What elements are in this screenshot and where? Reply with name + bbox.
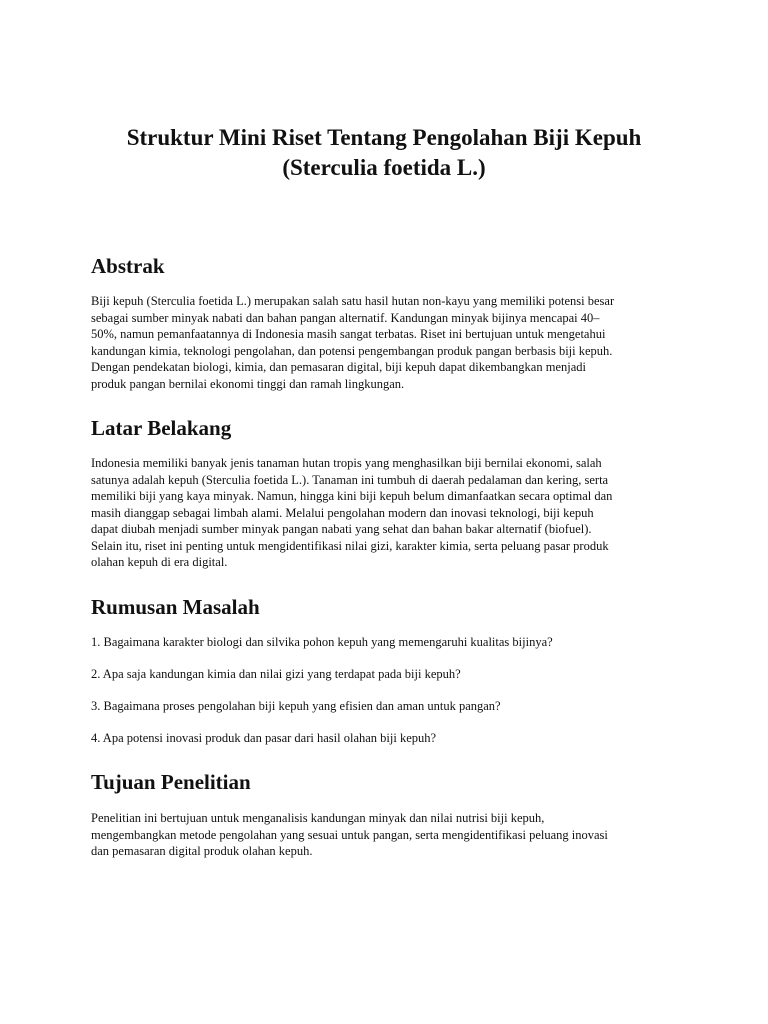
section-heading-abstrak: Abstrak bbox=[91, 254, 165, 278]
document-title-line: (Sterculia foetida L.) bbox=[282, 155, 486, 180]
document-title-line: Struktur Mini Riset Tentang Pengolahan Biji Kepuh bbox=[126, 125, 642, 150]
paragraph-line: dan pemasaran digital produk olahan kepuh. bbox=[91, 844, 313, 858]
section-heading-rumusan-masalah: Rumusan Masalah bbox=[91, 595, 260, 619]
paragraph-line: produk pangan bernilai ekonomi tinggi dan ramah lingkungan. bbox=[91, 376, 405, 391]
paragraph-line: satunya adalah kepuh (Sterculia foetida L.). Tanaman ini tumbuh di daerah pedalaman dan kering, serta bbox=[91, 472, 609, 487]
document-title bbox=[90, 123, 678, 183]
list-item: 3. Bagaimana proses pengolahan biji kepuh yang efisien dan aman untuk pangan? bbox=[91, 699, 501, 713]
paragraph-line: olahan kepuh di era digital. bbox=[91, 555, 228, 569]
paragraph-line: Indonesia memiliki banyak jenis tanaman hutan tropis yang menghasilkan biji bernilai ekonomi, salah bbox=[91, 456, 602, 470]
section-heading-tujuan-penelitian: Tujuan Penelitian bbox=[91, 770, 251, 794]
paragraph-line: Penelitian ini bertujuan untuk menganalisis kandungan minyak dan nilai nutrisi biji kepuh, bbox=[91, 811, 545, 825]
list-item: 1. Bagaimana karakter biologi dan silvika pohon kepuh yang memengaruhi kualitas bijinya? bbox=[91, 635, 553, 649]
paragraph-line: Dengan pendekatan biologi, kimia, dan pemasaran digital, biji kepuh dapat dikembangkan menjadi bbox=[91, 360, 586, 374]
paragraph-line: sebagai sumber minyak nabati dan bahan pangan alternatif. Kandungan minyak bijinya mencapai 40– bbox=[91, 310, 600, 325]
latar-belakang-paragraph bbox=[91, 455, 681, 571]
paragraph-line: memiliki biji yang kaya minyak. Namun, hingga kini biji kepuh belum dimanfaatkan secara optimal dan bbox=[91, 489, 613, 503]
paragraph-line: 50%, namun pemanfaatannya di Indonesia masih sangat terbatas. Riset ini bertujuan untuk mengetahui bbox=[91, 327, 606, 341]
paragraph-line: dapat diubah menjadi sumber minyak pangan nabati yang sehat dan bahan bakar alternatif (biofuel). bbox=[91, 522, 592, 536]
abstrak-paragraph bbox=[91, 293, 681, 392]
paragraph-line: kandungan kimia, teknologi pengolahan, dan potensi pengembangan produk pangan berbasis biji kepuh. bbox=[91, 343, 613, 358]
list-item: 4. Apa potensi inovasi produk dan pasar dari hasil olahan biji kepuh? bbox=[91, 731, 437, 745]
paragraph-line: mengembangkan metode pengolahan yang sesuai untuk pangan, serta mengidentifikasi peluang inovasi bbox=[91, 827, 608, 842]
section-heading-latar-belakang: Latar Belakang bbox=[91, 416, 232, 440]
paragraph-line: Biji kepuh (Sterculia foetida L.) merupakan salah satu hasil hutan non-kayu yang memiliki potensi besar bbox=[91, 294, 615, 308]
list-item: 2. Apa saja kandungan kimia dan nilai gizi yang terdapat pada biji kepuh? bbox=[91, 667, 461, 681]
tujuan-penelitian-paragraph bbox=[91, 810, 681, 860]
paragraph-line: Selain itu, riset ini penting untuk mengidentifikasi nilai gizi, karakter kimia, serta peluang pasar produk bbox=[91, 538, 609, 553]
paragraph-line: masih dianggap sebagai limbah alami. Melalui pengolahan modern dan inovasi teknologi, biji kepuh bbox=[91, 505, 594, 520]
